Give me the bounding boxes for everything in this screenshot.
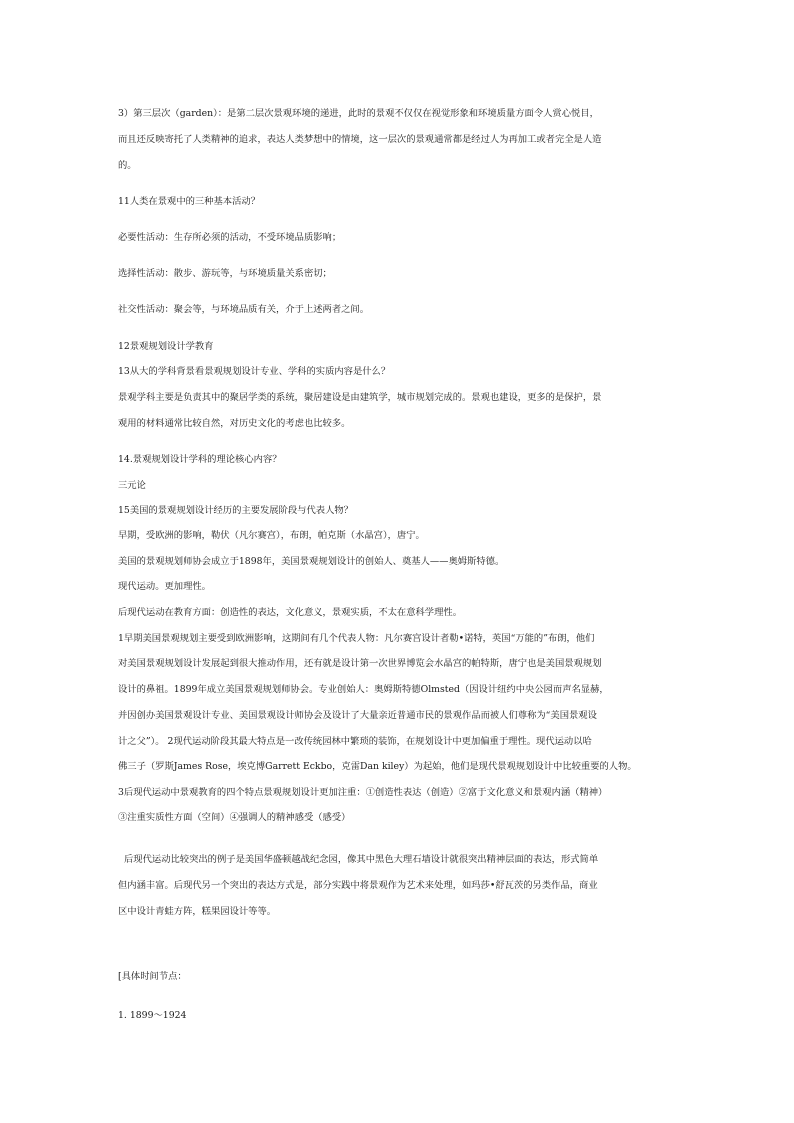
text-line: 必要性活动：生存所必须的活动，不受环境品质影响； — [118, 232, 342, 243]
text-line: 社交性活动：聚会等，与环境品质有关，介于上述两者之间。 — [118, 304, 370, 315]
text-line: ③注重实质性方面（空间）④强调人的精神感受（感受） — [118, 812, 351, 823]
text-line: 后现代运动在教育方面：创造性的表达，文化意义，景观实质，不太在意科学理性。 — [118, 607, 462, 618]
text-line: 选择性活动：散步、游玩等，与环境质量关系密切； — [118, 268, 332, 279]
text-line: [具体时间节点： — [118, 971, 187, 982]
text-line: 计之父”）。 2现代运动阶段其最大特点是一改传统园林中繁琐的装饰，在规划设计中更加偏重于理性。现代运动以哈 — [118, 736, 592, 747]
text-line: 对美国景观规划设计发展起到很大推动作用，还有就是设计第一次世界博览会水晶宫的帕特斯，唐宁也是美国景观规划 — [118, 658, 602, 669]
text-line: 佛三子（罗斯James Rose，埃克博Garrett Eckbo，克雷Dan kiley）为起始，他们是现代景观规划设计中比较重要的人物。 — [118, 761, 637, 772]
question-heading: 14.景观规划设计学科的理论核心内容？ — [118, 454, 282, 465]
text-line: 早期，受欧洲的影响，勒伏（凡尔赛宫），布朗，帕克斯（水晶宫），唐宁。 — [118, 530, 425, 541]
question-heading: 13从大的学科背景看景观规划设计专业、学科的实质内容是什么？ — [118, 366, 391, 377]
text-line: 而且还反映寄托了人类精神的追求，表达人类梦想中的情境，这一层次的景观通常都是经过人为再加工或者完全是人造 — [118, 134, 602, 145]
text-line: 后现代运动比较突出的例子是美国华盛顿越战纪念园，像其中黑色大理石墙设计就很突出精神层面的表达，形式简单 — [124, 854, 599, 865]
text-line: 美国的景观规划师协会成立于1898年，美国景观规划设计的创始人、奠基人——奥姆斯特德。 — [118, 556, 505, 567]
question-heading: 11人类在景观中的三种基本活动？ — [118, 196, 260, 207]
text-line: 三元论 — [118, 480, 146, 491]
text-line: 设计的鼻祖。1899年成立美国景观规划师协会。专业创始人：奥姆斯特德Olmsted（因设计纽约中央公园而声名显赫， — [118, 684, 609, 695]
text-line: 的。 — [118, 160, 137, 171]
text-line: 现代运动。更加理性。 — [118, 581, 211, 592]
question-heading: 15美国的景观规划设计经历的主要发展阶段与代表人物？ — [118, 505, 353, 516]
text-line: 观用的材料通常比较自然，对历史文化的考虑也比较多。 — [118, 418, 351, 429]
text-line: 但内涵丰富。后现代另一个突出的表达方式是，部分实践中将景观作为艺术来处理，如玛莎•舒瓦茨的另类作品，商业 — [118, 880, 598, 891]
question-heading: 12景观规划设计学教育 — [118, 341, 214, 352]
text-line: 1早期美国景观规划主要受到欧洲影响，这期间有几个代表人物：凡尔赛宫设计者勒•诺特，英国“万能的”布朗，他们 — [118, 633, 595, 644]
text-line: 景观学科主要是负责其中的聚居学类的系统，聚居建设是由建筑学，城市规划完成的。景观也建设，更多的是保护，景 — [118, 392, 602, 403]
text-line: 并因创办美国景观设计专业、美国景观设计师协会及设计了大量亲近普通市民的景观作品而被人们尊称为“美国景观设 — [118, 710, 597, 721]
text-line: 区中设计青蛙方阵，糕果园设计等等。 — [118, 906, 277, 917]
list-item: 1. 1899～1924 — [118, 1010, 187, 1021]
text-line: 3后现代运动中景观教育的四个特点景观规划设计更加注重：①创造性表达（创造）②富于文化意义和景观内涵（精神） — [118, 787, 608, 798]
text-line: 3）第三层次（garden）：是第二层次景观环境的递进，此时的景观不仅仅在视觉形象和环境质量方面令人赏心悦目， — [118, 108, 599, 119]
